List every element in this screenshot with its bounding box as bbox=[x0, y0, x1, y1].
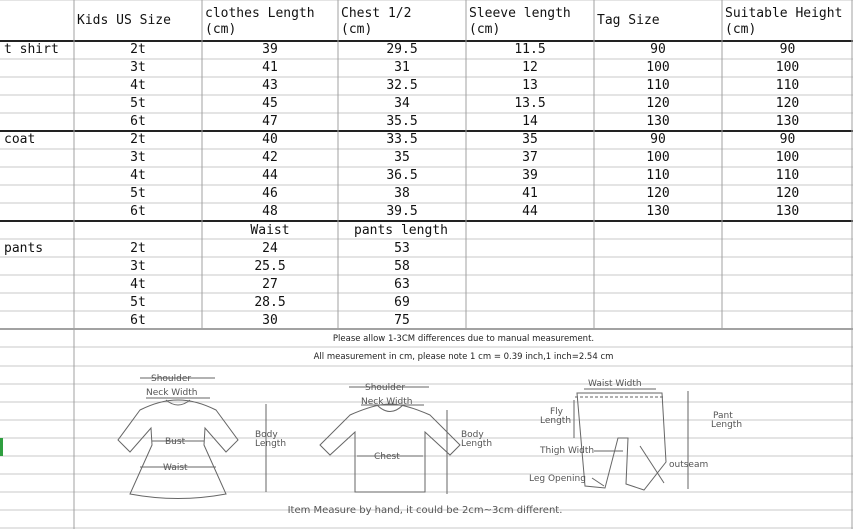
pants-row-5-col-2[interactable]: 30 bbox=[262, 313, 278, 328]
tshirt-row-5-col-5[interactable]: 130 bbox=[646, 114, 670, 129]
tshirt-row-3-col-5[interactable]: 110 bbox=[646, 78, 670, 93]
coat-row-1-col-2[interactable]: 40 bbox=[262, 132, 278, 147]
pants-row-1-col-3[interactable]: 53 bbox=[394, 241, 410, 256]
tshirt-row-1-col-1[interactable]: 2t bbox=[130, 42, 146, 57]
dress-waist-label: Waist bbox=[163, 463, 188, 473]
pants-waist-width-label: Waist Width bbox=[588, 379, 642, 389]
tshirt-row-5-col-2[interactable]: 47 bbox=[262, 114, 278, 129]
coat-section-label[interactable]: coat bbox=[4, 132, 36, 147]
tshirt-row-1-col-6[interactable]: 90 bbox=[779, 42, 796, 57]
coat-row-2-col-4[interactable]: 37 bbox=[522, 150, 538, 165]
pants-section-label[interactable]: pants bbox=[4, 241, 44, 256]
coat-row-1-col-6[interactable]: 90 bbox=[779, 132, 796, 147]
pants-length-header[interactable]: pants length bbox=[354, 223, 448, 238]
coat-row-2-col-2[interactable]: 42 bbox=[262, 150, 278, 165]
pants-pant-label: Pant bbox=[713, 411, 733, 421]
top-neck-width-label: Neck Width bbox=[361, 397, 413, 407]
header-chest-half-unit[interactable]: (cm) bbox=[341, 22, 373, 37]
header-suitable-height-unit[interactable]: (cm) bbox=[725, 22, 757, 37]
tshirt-row-1-col-5[interactable]: 90 bbox=[650, 42, 666, 57]
header-sleeve-length[interactable]: Sleeve length bbox=[469, 6, 571, 21]
pants-pant-length-label: Length bbox=[711, 420, 743, 430]
header-chest-half[interactable]: Chest 1/2 bbox=[341, 6, 412, 21]
pants-waist-header[interactable]: Waist bbox=[250, 223, 290, 238]
coat-row-3-col-6[interactable]: 110 bbox=[775, 168, 800, 183]
dress-neck-width-label: Neck Width bbox=[146, 388, 198, 398]
pants-row-2-col-2[interactable]: 25.5 bbox=[254, 259, 286, 274]
coat-row-4-col-2[interactable]: 46 bbox=[262, 186, 278, 201]
pants-row-1-col-2[interactable]: 24 bbox=[262, 241, 278, 256]
tshirt-row-1-col-4[interactable]: 11.5 bbox=[514, 42, 546, 57]
tshirt-row-2-col-4[interactable]: 12 bbox=[522, 60, 538, 75]
pants-row-5-col-3[interactable]: 75 bbox=[394, 313, 410, 328]
pants-row-3-col-2[interactable]: 27 bbox=[262, 277, 278, 292]
coat-row-2-col-1[interactable]: 3t bbox=[130, 150, 146, 165]
tshirt-row-5-col-6[interactable]: 130 bbox=[775, 114, 800, 129]
pants-row-5-col-1[interactable]: 6t bbox=[130, 313, 146, 328]
coat-row-3-col-4[interactable]: 39 bbox=[522, 168, 538, 183]
coat-row-5-col-2[interactable]: 48 bbox=[262, 204, 278, 219]
pants-thigh-width-label: Thigh Width bbox=[540, 446, 595, 456]
coat-row-1-col-3[interactable]: 33.5 bbox=[386, 132, 418, 147]
tshirt-row-1-col-3[interactable]: 29.5 bbox=[386, 42, 418, 57]
unit-conversion-note: All measurement in cm, please note 1 cm = 0.39 inch,1 inch=2.54 cm bbox=[313, 352, 614, 362]
coat-row-4-col-5[interactable]: 120 bbox=[646, 186, 670, 201]
coat-row-1-col-1[interactable]: 2t bbox=[130, 132, 146, 147]
tshirt-row-3-col-4[interactable]: 13 bbox=[522, 78, 538, 93]
tshirt-row-3-col-1[interactable]: 4t bbox=[130, 78, 146, 93]
pants-fly-length-label: Length bbox=[540, 416, 572, 426]
header-sleeve-length-unit[interactable]: (cm) bbox=[469, 22, 501, 37]
coat-row-4-col-6[interactable]: 120 bbox=[775, 186, 800, 201]
coat-row-4-col-4[interactable]: 41 bbox=[522, 186, 538, 201]
coat-row-4-col-1[interactable]: 5t bbox=[130, 186, 146, 201]
coat-row-3-col-3[interactable]: 36.5 bbox=[386, 168, 418, 183]
header-clothes-length-unit[interactable]: (cm) bbox=[205, 22, 237, 37]
coat-row-5-col-5[interactable]: 130 bbox=[646, 204, 670, 219]
coat-row-5-col-4[interactable]: 44 bbox=[522, 204, 538, 219]
tshirt-row-1-col-2[interactable]: 39 bbox=[262, 42, 278, 57]
pants-fly-label: Fly bbox=[550, 407, 564, 417]
dress-shoulder-label: Shoulder bbox=[151, 374, 192, 384]
coat-row-1-col-4[interactable]: 35 bbox=[522, 132, 538, 147]
tshirt-row-4-col-2[interactable]: 45 bbox=[262, 96, 278, 111]
coat-row-2-col-5[interactable]: 100 bbox=[646, 150, 670, 165]
tshirt-row-4-col-1[interactable]: 5t bbox=[130, 96, 146, 111]
tshirt-section-label[interactable]: t shirt bbox=[4, 42, 59, 57]
tshirt-row-4-col-5[interactable]: 120 bbox=[646, 96, 670, 111]
tshirt-row-2-col-2[interactable]: 41 bbox=[262, 60, 278, 75]
top-chest-label: Chest bbox=[374, 452, 400, 462]
measurement-footer-note: Item Measure by hand, it could be 2cm~3cm different. bbox=[287, 505, 563, 516]
pants-row-3-col-3[interactable]: 63 bbox=[394, 277, 410, 292]
coat-row-1-col-5[interactable]: 90 bbox=[650, 132, 666, 147]
coat-row-5-col-1[interactable]: 6t bbox=[130, 204, 146, 219]
header-suitable-height[interactable]: Suitable Height bbox=[725, 6, 843, 21]
pants-row-4-col-2[interactable]: 28.5 bbox=[254, 295, 286, 310]
tshirt-row-3-col-3[interactable]: 32.5 bbox=[386, 78, 418, 93]
header-tag-size[interactable]: Tag Size bbox=[597, 13, 660, 28]
pants-diagram bbox=[574, 389, 688, 490]
tshirt-row-3-col-6[interactable]: 110 bbox=[775, 78, 800, 93]
coat-row-5-col-3[interactable]: 39.5 bbox=[386, 204, 418, 219]
tshirt-row-5-col-4[interactable]: 14 bbox=[522, 114, 538, 129]
top-body-label: Body bbox=[461, 430, 484, 440]
tshirt-row-5-col-3[interactable]: 35.5 bbox=[386, 114, 418, 129]
header-clothes-length[interactable]: clothes Length bbox=[205, 6, 315, 21]
tshirt-row-2-col-6[interactable]: 100 bbox=[775, 60, 800, 75]
pants-row-1-col-1[interactable]: 2t bbox=[130, 241, 146, 256]
coat-row-4-col-3[interactable]: 38 bbox=[394, 186, 410, 201]
tshirt-row-2-col-5[interactable]: 100 bbox=[646, 60, 670, 75]
coat-row-3-col-1[interactable]: 4t bbox=[130, 168, 146, 183]
coat-row-2-col-3[interactable]: 35 bbox=[394, 150, 410, 165]
header-kids-us-size[interactable]: Kids US Size bbox=[77, 13, 171, 28]
measurement-difference-note: Please allow 1-3CM differences due to manual measurement. bbox=[332, 334, 595, 344]
pants-outseam-label: outseam bbox=[669, 460, 709, 470]
top-shoulder-label: Shoulder bbox=[365, 383, 406, 393]
coat-row-2-col-6[interactable]: 100 bbox=[775, 150, 800, 165]
pants-row-4-col-1[interactable]: 5t bbox=[130, 295, 146, 310]
pants-row-3-col-1[interactable]: 4t bbox=[130, 277, 146, 292]
pants-row-2-col-1[interactable]: 3t bbox=[130, 259, 146, 274]
top-length-label: Length bbox=[461, 439, 493, 449]
dress-length-label: Length bbox=[255, 439, 287, 449]
tshirt-row-5-col-1[interactable]: 6t bbox=[130, 114, 146, 129]
pants-row-2-col-3[interactable]: 58 bbox=[394, 259, 410, 274]
tshirt-row-4-col-6[interactable]: 120 bbox=[775, 96, 800, 111]
tshirt-row-4-col-3[interactable]: 34 bbox=[394, 96, 410, 111]
coat-row-3-col-2[interactable]: 44 bbox=[262, 168, 278, 183]
dress-bust-label: Bust bbox=[165, 437, 186, 447]
pants-leg-opening-label: Leg Opening bbox=[529, 474, 586, 484]
coat-row-5-col-6[interactable]: 130 bbox=[775, 204, 800, 219]
pants-row-4-col-3[interactable]: 69 bbox=[394, 295, 410, 310]
dress-body-label: Body bbox=[255, 430, 278, 440]
tshirt-row-2-col-1[interactable]: 3t bbox=[130, 60, 146, 75]
tshirt-row-2-col-3[interactable]: 31 bbox=[394, 60, 410, 75]
tshirt-row-4-col-4[interactable]: 13.5 bbox=[514, 96, 546, 111]
tshirt-row-3-col-2[interactable]: 43 bbox=[262, 78, 278, 93]
coat-row-3-col-5[interactable]: 110 bbox=[646, 168, 670, 183]
